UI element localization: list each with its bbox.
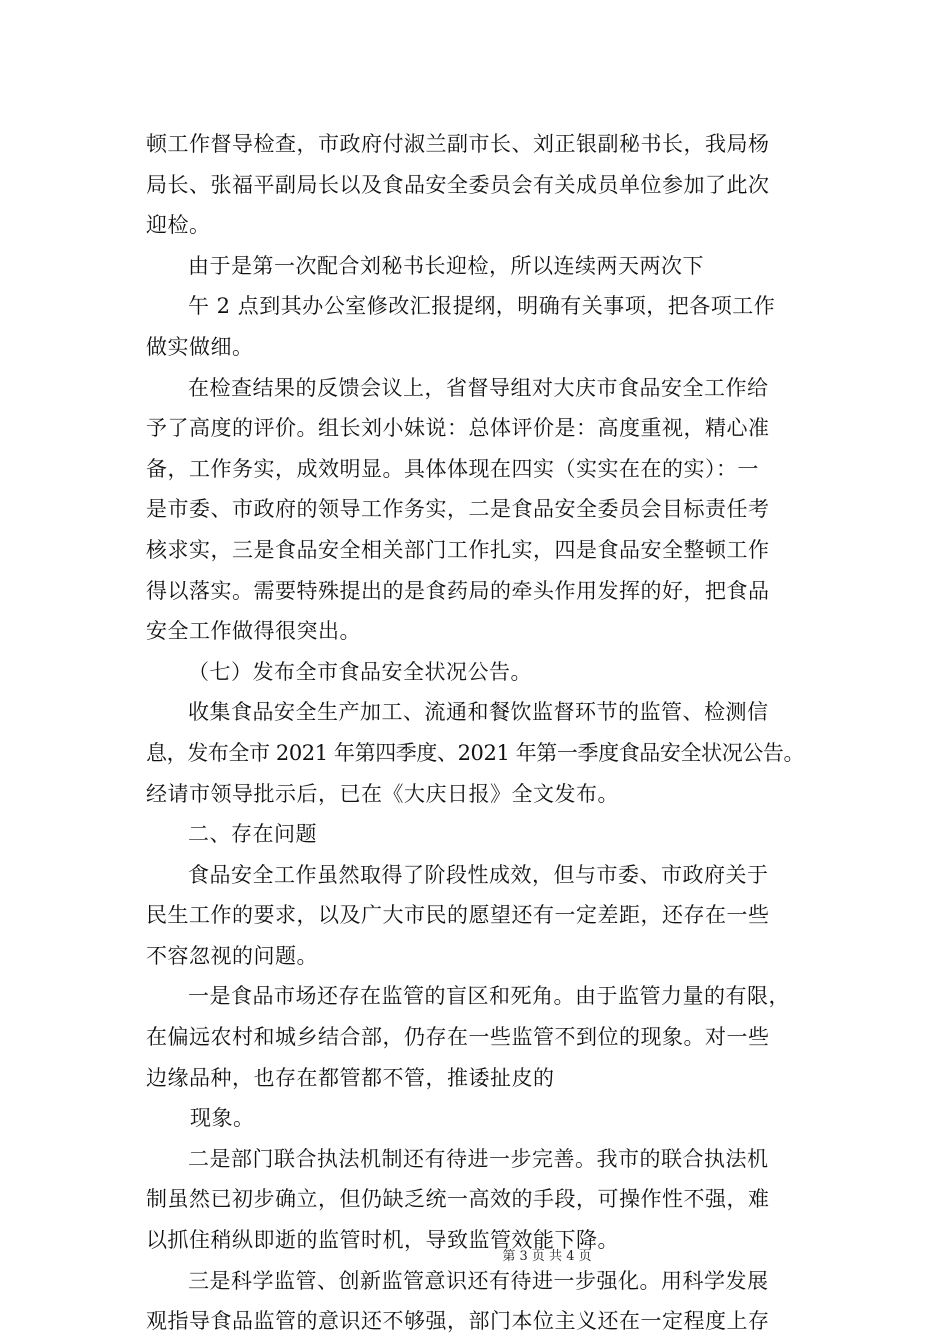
page-number: 第 3 页 共 4 页 [502,1249,592,1264]
text-line: 以抓住稍纵即逝的监管时机，导致监管效能下降。 [146,1228,619,1253]
text-line: 迎检。 [146,213,211,238]
text-line: 由于是第一次配合刘秘书长迎检，所以连续两天两次下 [188,253,704,278]
text-line: 核求实，三是食品安全相关部门工作扎实，四是食品安全整顿工作 [146,537,770,562]
text-line: 不容忽视的问题。 [146,943,318,968]
text-line: 民生工作的要求，以及广大市民的愿望还有一定差距，还存在一些 [146,903,770,928]
text-line: 是市委、市政府的领导工作务实，二是食品安全委员会目标责任考 [146,497,770,522]
text-line: 安全工作做得很突出。 [146,619,361,644]
text-line: 边缘品种，也存在都管都不管，推诿扯皮的 [146,1065,555,1090]
text-line: 经请市领导批示后，已在《大庆日报》全文发布。 [146,781,619,806]
text-line: 备，工作务实，成效明显。具体体现在四实（实实在在的实）：一 [146,456,759,481]
text-line: 局长、张福平副局长以及食品安全委员会有关成员单位参加了此次 [146,172,770,197]
document-body [146,124,810,1342]
text-line: 予了高度的评价。组长刘小妹说：总体评价是：高度重视，精心准 [146,416,770,441]
text-line: 收集食品安全生产加工、流通和餐饮监督环节的监管、检测信 [188,700,769,725]
section-heading: 二、存在问题 [188,822,317,847]
text-line: 顿工作督导检查，市政府付淑兰副市长、刘正银副秘书长，我局杨 [146,132,770,156]
section-heading: （七）发布全市食品安全状况公告。 [188,659,532,684]
text-line: 息，发布全市 2021 年第四季度、2021 年第一季度食品安全状况公告。 [146,740,805,765]
text-line: 食品安全工作虽然取得了阶段性成效，但与市委、市政府关于 [188,862,769,887]
text-line: 观指导食品监管的意识还不够强，部门本位主义还在一定程度上存 [146,1309,770,1334]
text-line: 二是部门联合执法机制还有待进一步完善。我市的联合执法机 [188,1146,769,1171]
text-line: 三是科学监管、创新监管意识还有待进一步强化。用科学发展 [188,1268,769,1293]
text-line: 午 2 点到其办公室修改汇报提纲，明确有关事项，把各项工作 [188,294,776,319]
text-line: 在偏远农村和城乡结合部，仍存在一些监管不到位的现象。对一些 [146,1025,770,1050]
text-line: 在检查结果的反馈会议上，省督导组对大庆市食品安全工作给 [188,375,769,400]
text-line: 做实做细。 [146,334,254,359]
text-line: 得以落实。需要特殊提出的是食药局的牵头作用发挥的好，把食品 [146,578,770,603]
text-line: 现象。 [190,1106,255,1131]
text-line: 一是食品市场还存在监管的盲区和死角。由于监管力量的有限， [188,984,790,1009]
text-line: 制虽然已初步确立，但仍缺乏统一高效的手段，可操作性不强，难 [146,1187,770,1212]
